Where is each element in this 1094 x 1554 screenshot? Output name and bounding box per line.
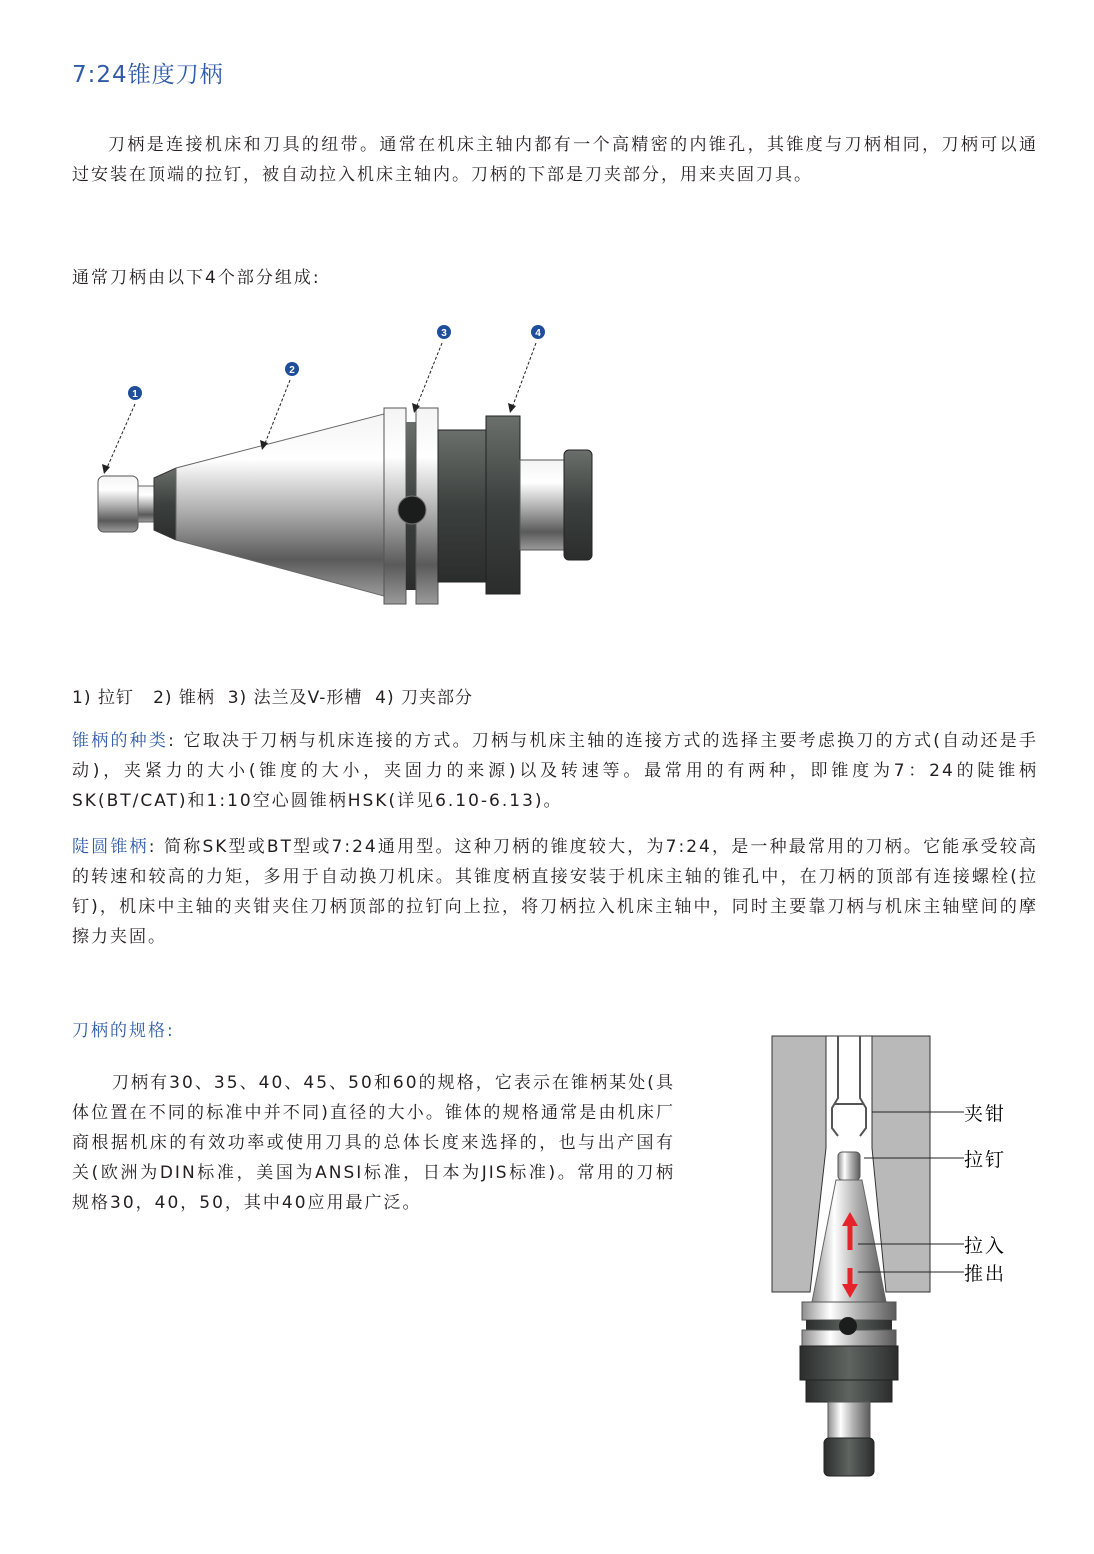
pull-stud-collar: [138, 486, 154, 522]
pull-stud-label: 拉钉: [964, 1149, 1007, 1171]
marker-2-label: 2: [289, 365, 295, 376]
flange-body: [438, 430, 486, 582]
pull-in-label: 拉入: [964, 1235, 1007, 1257]
collet: [832, 1036, 866, 1136]
marker-3: [412, 325, 451, 413]
flange-hole: [398, 496, 426, 524]
marker-3-label: 3: [441, 328, 447, 339]
spindle-housing-right: [872, 1036, 930, 1292]
parts-lead-text: 通常刀柄由以下4个部分组成:: [72, 268, 321, 288]
intro-paragraph: 刀柄是连接机床和刀具的纽带。通常在机床主轴内都有一个高精密的内锥孔，其锥度与刀柄相同，刀柄可以通过安装在顶端的拉钉，被自动拉入机床主轴内。刀柄的下部是刀夹部分，用来夹固刀具。: [72, 135, 1038, 185]
taper-cone: [176, 414, 384, 596]
taper-types-paragraph: [72, 726, 1038, 816]
push-out-label: 推出: [964, 1263, 1007, 1285]
steep-taper-label: 陡圆锥柄: [72, 837, 149, 857]
marker-4: [508, 325, 545, 413]
steep-taper-text: : 简称SK型或BT型或7:24通用型。这种刀柄的锥度较大，为7:24，是一种最常用的刀柄。它能承受较高的转速和较高的力矩，多用于自动换刀机床。其锥度柄直接安装于机床主轴的锥孔中，在刀柄的顶部有连接螺栓(拉钉)，机床中主轴的夹钳夹住刀柄顶部的拉钉向上拉，将刀柄拉入机床主轴中，同时主要靠刀柄与机床主轴壁间的摩擦力夹固。: [72, 837, 1039, 947]
pull-stud-hex: [154, 468, 176, 540]
pull-stud: [98, 476, 138, 532]
flange-body: [800, 1346, 898, 1380]
clamp-shank: [520, 460, 568, 550]
flange-hole: [839, 1317, 857, 1335]
marker-1-label: 1: [132, 389, 138, 400]
marker-2: [260, 362, 299, 450]
tool-holder-figure: [80, 318, 600, 618]
clamp-nut: [564, 450, 592, 560]
spec-heading: 刀柄的规格:: [72, 1021, 175, 1041]
clamp-block: [806, 1380, 892, 1402]
taper-types-label: 锥柄的种类: [72, 731, 169, 751]
marker-4-label: 4: [535, 328, 541, 339]
spindle-section-figure: [768, 1032, 1048, 1512]
taper-types-text: : 它取决于刀柄与机床连接的方式。刀柄与机床主轴的连接方式的选择主要考虑换刀的方式(自动还是手动)，夹紧力的大小(锥度的大小，夹固力的来源)以及转速等。最常用的有两种，即锥度为7：24的陡锥柄SK(BT/CAT)和1:10空心圆锥柄HSK(详见6.10-6.13)。: [72, 731, 1038, 811]
clamp-nut: [824, 1438, 874, 1476]
parts-caption: 1) 拉钉 2) 锥柄 3) 法兰及V-形槽 4) 刀夹部分: [72, 688, 474, 708]
spec-paragraph: 刀柄有30、35、40、45、50和60的规格，它表示在锥柄某处(具体位置在不同的标准中并不同)直径的大小。锥体的规格通常是由机床厂商根据机床的有效功率或使用刀具的总体长度来选择的，也与出产国有关(欧洲为DIN标准，美国为ANSI标准，日本为JIS标准)。常用的刀柄规格30，40，50，其中40应用最广泛。: [72, 1073, 675, 1213]
clamp-label: 夹钳: [964, 1103, 1007, 1125]
steep-taper-paragraph: [72, 832, 1038, 952]
page-title: 7:24锥度刀柄: [72, 62, 224, 88]
clamp-block: [486, 416, 520, 594]
marker-1: [102, 386, 142, 474]
pull-stud: [838, 1152, 860, 1180]
